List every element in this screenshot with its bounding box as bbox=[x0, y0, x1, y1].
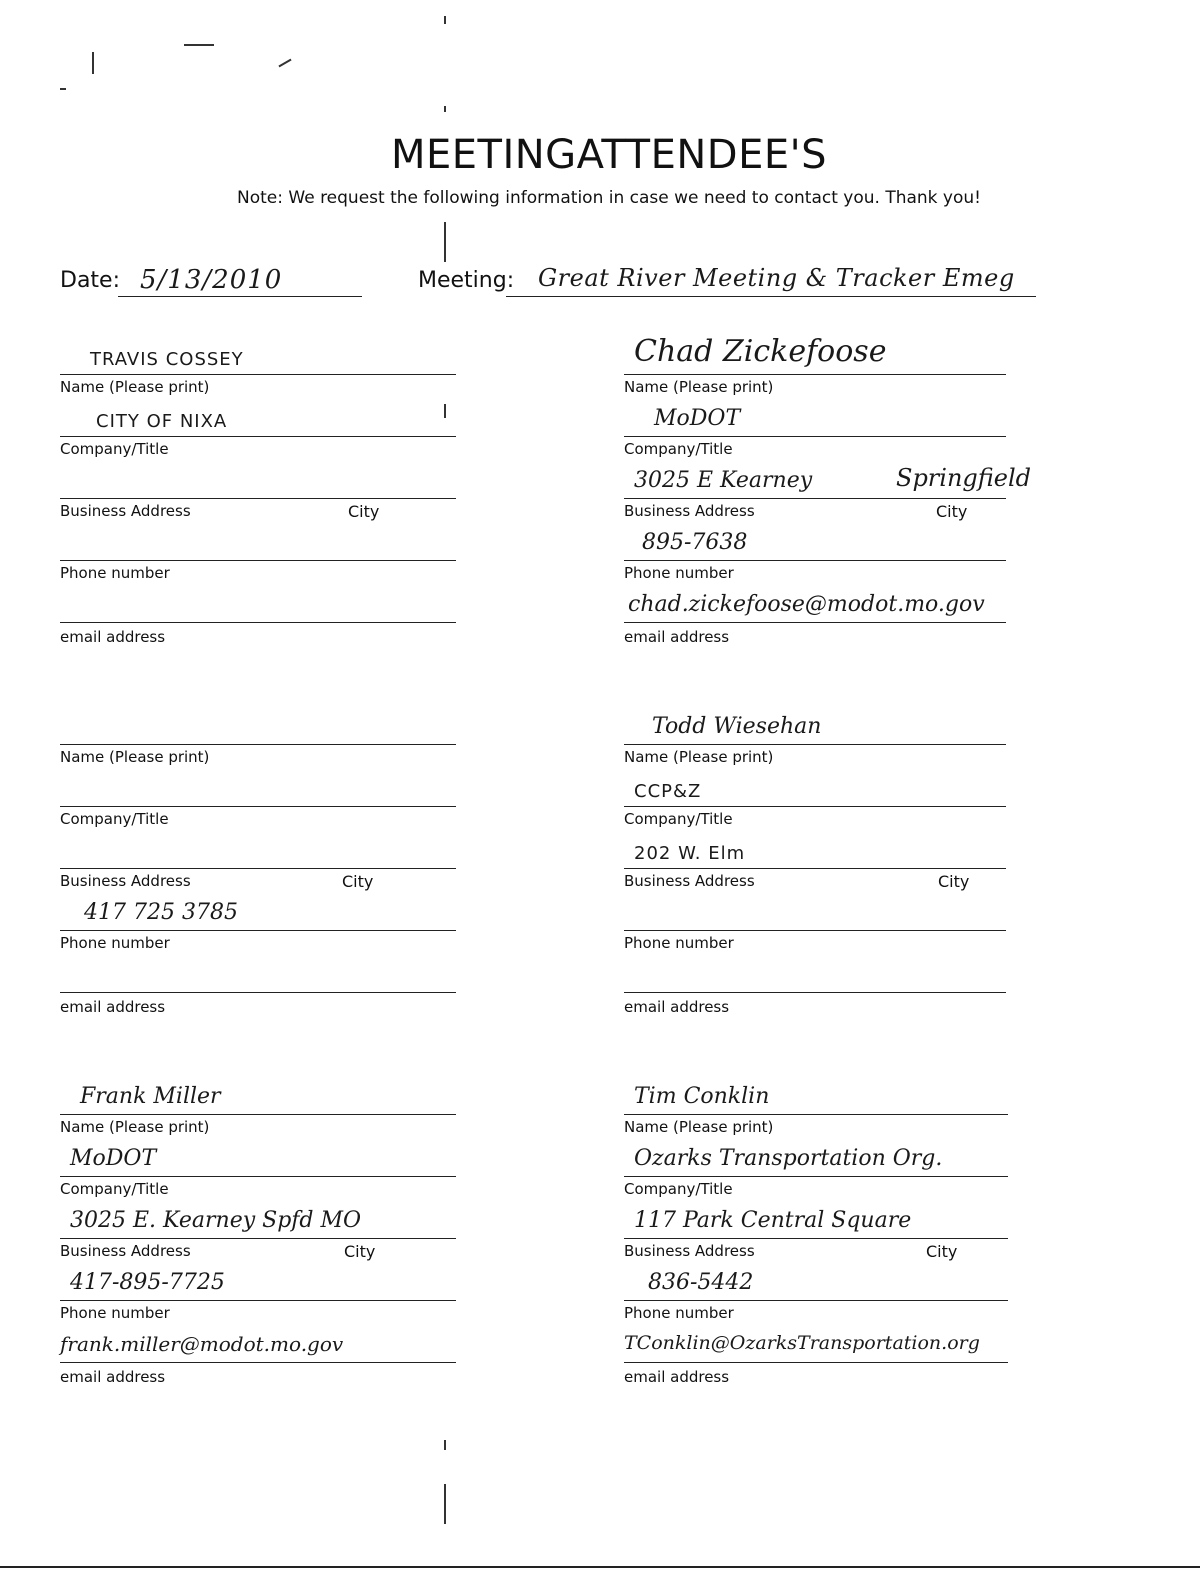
attendee-name[interactable]: Chad Zickefoose bbox=[634, 334, 887, 369]
email-label: email address bbox=[60, 628, 166, 646]
scan-speck bbox=[92, 52, 94, 74]
company-label: Company/Title bbox=[624, 1180, 733, 1198]
name-label: Name (Please print) bbox=[60, 748, 210, 766]
attendee-company[interactable]: CITY OF NIXA bbox=[96, 411, 228, 432]
email-label: email address bbox=[60, 998, 166, 1016]
address-label: Business Address bbox=[60, 1242, 191, 1260]
attendee-city[interactable]: Springfield bbox=[896, 464, 1032, 492]
attendee-name[interactable]: Todd Wiesehan bbox=[652, 714, 822, 739]
company-label: Company/Title bbox=[60, 1180, 169, 1198]
address-label: Business Address bbox=[624, 502, 755, 520]
city-label: City bbox=[344, 1242, 376, 1261]
email-label: email address bbox=[624, 998, 730, 1016]
attendee-address[interactable]: 202 W. Elm bbox=[634, 843, 746, 864]
company-label: Company/Title bbox=[624, 810, 733, 828]
attendee-card bbox=[624, 698, 1006, 1016]
phone-label: Phone number bbox=[60, 564, 170, 582]
name-label: Name (Please print) bbox=[624, 748, 774, 766]
attendee-card bbox=[60, 328, 456, 646]
attendee-address[interactable]: 3025 E Kearney bbox=[634, 468, 813, 493]
name-label: Name (Please print) bbox=[624, 378, 774, 396]
attendee-address[interactable]: 117 Park Central Square bbox=[634, 1208, 912, 1233]
attendee-phone[interactable]: 836-5442 bbox=[648, 1270, 754, 1295]
company-label: Company/Title bbox=[624, 440, 733, 458]
attendee-company[interactable]: MoDOT bbox=[654, 406, 741, 431]
email-label: email address bbox=[624, 1368, 730, 1386]
scan-speck bbox=[278, 59, 291, 68]
attendee-phone[interactable]: 417-895-7725 bbox=[70, 1270, 225, 1295]
date-line bbox=[118, 296, 362, 297]
company-label: Company/Title bbox=[60, 810, 169, 828]
phone-label: Phone number bbox=[624, 934, 734, 952]
attendee-card bbox=[624, 1068, 1008, 1386]
meeting-label: Meeting: bbox=[418, 268, 515, 293]
attendee-phone[interactable]: 417 725 3785 bbox=[84, 900, 238, 925]
address-label: Business Address bbox=[624, 872, 755, 890]
city-label: City bbox=[926, 1242, 958, 1261]
address-label: Business Address bbox=[60, 872, 191, 890]
address-label: Business Address bbox=[624, 1242, 755, 1260]
city-label: City bbox=[342, 872, 374, 891]
email-label: email address bbox=[624, 628, 730, 646]
contact-note: Note: We request the following information in case we need to contact you. Thank you! bbox=[237, 188, 981, 208]
scan-speck bbox=[60, 88, 66, 90]
name-label: Name (Please print) bbox=[60, 378, 210, 396]
attendee-email[interactable]: chad.zickefoose@modot.mo.gov bbox=[628, 592, 985, 617]
page-title: MEETINGATTENDEE'S bbox=[390, 132, 828, 178]
attendee-company[interactable]: Ozarks Transportation Org. bbox=[634, 1146, 943, 1171]
attendee-name[interactable]: Tim Conklin bbox=[634, 1084, 770, 1109]
attendee-card bbox=[624, 328, 1032, 646]
company-label: Company/Title bbox=[60, 440, 169, 458]
attendee-email[interactable]: frank.miller@modot.mo.gov bbox=[60, 1332, 344, 1356]
phone-label: Phone number bbox=[624, 1304, 734, 1322]
page-bottom-edge bbox=[0, 1566, 1200, 1568]
phone-label: Phone number bbox=[60, 934, 170, 952]
name-label: Name (Please print) bbox=[624, 1118, 774, 1136]
attendee-phone[interactable]: 895-7638 bbox=[642, 530, 748, 555]
date-value[interactable]: 5/13/2010 bbox=[140, 265, 283, 295]
date-label: Date: bbox=[60, 268, 120, 293]
name-label: Name (Please print) bbox=[60, 1118, 210, 1136]
attendee-name[interactable]: TRAVIS COSSEY bbox=[90, 349, 244, 370]
email-label: email address bbox=[60, 1368, 166, 1386]
attendee-company[interactable]: MoDOT bbox=[70, 1146, 157, 1171]
address-label: Business Address bbox=[60, 502, 191, 520]
city-label: City bbox=[936, 502, 968, 521]
meeting-value[interactable]: Great River Meeting & Tracker Emeg bbox=[538, 264, 1015, 292]
city-label: City bbox=[938, 872, 970, 891]
scan-speck bbox=[184, 44, 214, 46]
attendee-company[interactable]: CCP&Z bbox=[634, 781, 702, 802]
phone-label: Phone number bbox=[60, 1304, 170, 1322]
phone-label: Phone number bbox=[624, 564, 734, 582]
attendee-address[interactable]: 3025 E. Kearney Spfd MO bbox=[70, 1208, 362, 1233]
city-label: City bbox=[348, 502, 380, 521]
meeting-line bbox=[506, 296, 1036, 297]
attendee-card bbox=[60, 698, 456, 1016]
attendee-name[interactable]: Frank Miller bbox=[80, 1084, 221, 1109]
attendee-email[interactable]: TConklin@OzarksTransportation.org bbox=[624, 1332, 980, 1354]
attendee-card bbox=[60, 1068, 456, 1386]
